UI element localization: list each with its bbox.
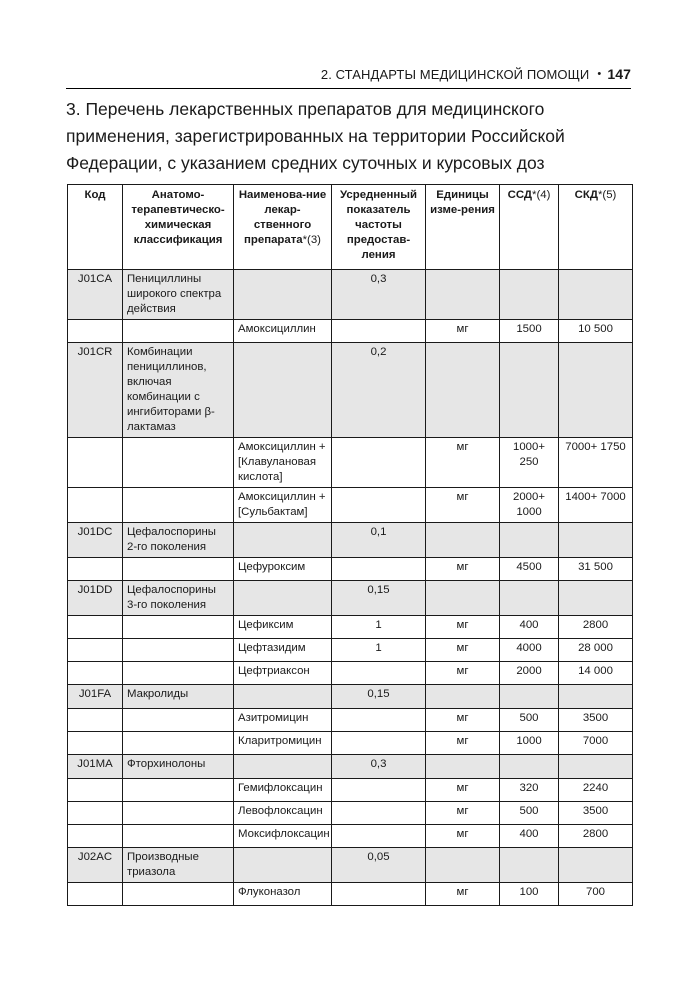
cell-skd: [559, 523, 633, 558]
cell-skd: [559, 270, 633, 320]
table-group-row: [68, 343, 633, 438]
table-row: [68, 883, 633, 906]
cell-ssd: 4000: [500, 639, 559, 662]
cell-frequency: [332, 320, 426, 343]
cell-frequency: [332, 825, 426, 848]
cell-ssd: 1000: [500, 732, 559, 755]
col-header-frequency: Усредненный показатель частоты предостав-ления: [332, 185, 426, 270]
cell-atc: Производные триазола: [123, 848, 234, 883]
bullet-separator: •: [597, 68, 602, 80]
col-header-ssd: ССД*(4): [500, 185, 559, 270]
cell-frequency: 0,15: [332, 581, 426, 616]
cell-code: [68, 662, 123, 685]
table-group-row: [68, 685, 633, 709]
cell-atc: [123, 320, 234, 343]
cell-unit: мг: [426, 883, 500, 906]
cell-frequency: [332, 732, 426, 755]
table-row: [68, 616, 633, 639]
cell-unit: [426, 343, 500, 438]
cell-skd: [559, 755, 633, 779]
table-row: [68, 662, 633, 685]
cell-ssd: 2000: [500, 662, 559, 685]
section-heading: 3. Перечень лекарственных препаратов для медицинского применения, зарегистрированных на территории Российской Федерации, с указанием средних суточных и курсовых доз: [66, 99, 565, 173]
cell-unit: мг: [426, 662, 500, 685]
cell-skd: [559, 685, 633, 709]
cell-frequency: [332, 779, 426, 802]
cell-atc: Цефалоспорины 2-го поколения: [123, 523, 234, 558]
table-row: [68, 320, 633, 343]
cell-frequency: [332, 802, 426, 825]
cell-code: [68, 639, 123, 662]
cell-ssd: [500, 270, 559, 320]
table-group-row: [68, 581, 633, 616]
cell-skd: 2240: [559, 779, 633, 802]
footnote-ref-5: *(5): [597, 189, 617, 201]
cell-drug-name: [234, 755, 332, 779]
cell-skd: [559, 848, 633, 883]
cell-unit: мг: [426, 616, 500, 639]
cell-ssd: 500: [500, 709, 559, 732]
cell-drug-name: Флуконазол: [234, 883, 332, 906]
cell-skd: 7000+ 1750: [559, 438, 633, 488]
cell-drug-name: [234, 343, 332, 438]
table-row: [68, 438, 633, 488]
cell-code: [68, 779, 123, 802]
cell-frequency: 0,15: [332, 685, 426, 709]
cell-skd: 14 000: [559, 662, 633, 685]
col-header-skd: СКД*(5): [559, 185, 633, 270]
footnote-ref-4: *(4): [532, 189, 551, 201]
cell-skd: [559, 581, 633, 616]
cell-drug-name: Цефтазидим: [234, 639, 332, 662]
cell-atc: [123, 558, 234, 581]
col-header-atc: Анатомо-терапевтическо-химическая классификация: [123, 185, 234, 270]
cell-unit: [426, 523, 500, 558]
cell-atc: [123, 883, 234, 906]
cell-code: [68, 709, 123, 732]
cell-code: J01MA: [68, 755, 123, 779]
cell-atc: [123, 732, 234, 755]
cell-frequency: [332, 662, 426, 685]
cell-frequency: [332, 883, 426, 906]
cell-ssd: [500, 581, 559, 616]
cell-unit: мг: [426, 709, 500, 732]
table-row: [68, 488, 633, 523]
cell-skd: 1400+ 7000: [559, 488, 633, 523]
cell-drug-name: Амоксициллин: [234, 320, 332, 343]
cell-drug-name: Левофлоксацин: [234, 802, 332, 825]
cell-code: [68, 616, 123, 639]
cell-frequency: [332, 558, 426, 581]
table-row: [68, 825, 633, 848]
cell-unit: [426, 581, 500, 616]
table-group-row: [68, 523, 633, 558]
cell-code: [68, 438, 123, 488]
cell-code: J02AC: [68, 848, 123, 883]
cell-ssd: [500, 848, 559, 883]
cell-skd: [559, 343, 633, 438]
cell-atc: Пенициллины широкого спектра действия: [123, 270, 234, 320]
cell-code: [68, 320, 123, 343]
cell-drug-name: [234, 270, 332, 320]
cell-drug-name: [234, 685, 332, 709]
cell-unit: [426, 755, 500, 779]
cell-atc: [123, 639, 234, 662]
cell-ssd: 4500: [500, 558, 559, 581]
cell-drug-name: Цефиксим: [234, 616, 332, 639]
cell-drug-name: [234, 848, 332, 883]
cell-atc: [123, 438, 234, 488]
cell-ssd: [500, 343, 559, 438]
table-header-row: [68, 185, 633, 270]
cell-code: J01DC: [68, 523, 123, 558]
cell-skd: 2800: [559, 616, 633, 639]
cell-atc: Цефалоспорины 3-го поколения: [123, 581, 234, 616]
cell-skd: 3500: [559, 709, 633, 732]
cell-unit: мг: [426, 732, 500, 755]
cell-frequency: [332, 709, 426, 732]
cell-atc: [123, 709, 234, 732]
table-row: [68, 639, 633, 662]
cell-code: [68, 488, 123, 523]
cell-drug-name: Цефуроксим: [234, 558, 332, 581]
header-rule: [66, 88, 631, 89]
cell-unit: [426, 270, 500, 320]
cell-unit: мг: [426, 639, 500, 662]
cell-frequency: 1: [332, 639, 426, 662]
cell-code: J01CA: [68, 270, 123, 320]
cell-frequency: [332, 488, 426, 523]
table-row: [68, 558, 633, 581]
cell-code: [68, 825, 123, 848]
cell-atc: [123, 662, 234, 685]
cell-unit: мг: [426, 825, 500, 848]
drug-table-body: [68, 270, 633, 906]
cell-frequency: 1: [332, 616, 426, 639]
cell-ssd: 1000+ 250: [500, 438, 559, 488]
cell-ssd: 320: [500, 779, 559, 802]
cell-atc: [123, 616, 234, 639]
cell-code: [68, 558, 123, 581]
footnote-ref-3: *(3): [302, 234, 321, 246]
table-group-row: [68, 755, 633, 779]
cell-drug-name: Амоксициллин + [Сульбактам]: [234, 488, 332, 523]
cell-drug-name: Моксифлоксацин: [234, 825, 332, 848]
cell-ssd: 1500: [500, 320, 559, 343]
cell-unit: [426, 848, 500, 883]
cell-frequency: [332, 438, 426, 488]
cell-skd: 3500: [559, 802, 633, 825]
cell-ssd: [500, 685, 559, 709]
cell-ssd: 500: [500, 802, 559, 825]
cell-unit: [426, 685, 500, 709]
cell-unit: мг: [426, 488, 500, 523]
cell-code: [68, 732, 123, 755]
cell-ssd: 2000+ 1000: [500, 488, 559, 523]
cell-drug-name: [234, 523, 332, 558]
cell-unit: мг: [426, 438, 500, 488]
cell-skd: 700: [559, 883, 633, 906]
table-row: [68, 732, 633, 755]
cell-atc: Макролиды: [123, 685, 234, 709]
table-row: [68, 709, 633, 732]
col-header-unit: Единицы изме-рения: [426, 185, 500, 270]
cell-atc: [123, 802, 234, 825]
cell-frequency: 0,3: [332, 755, 426, 779]
cell-drug-name: Гемифлоксацин: [234, 779, 332, 802]
cell-unit: мг: [426, 320, 500, 343]
cell-atc: Фторхинолоны: [123, 755, 234, 779]
table-row: [68, 779, 633, 802]
cell-unit: мг: [426, 802, 500, 825]
cell-ssd: [500, 523, 559, 558]
cell-atc: Комбинации пенициллинов, включая комбинации с ингибиторами β-лактамаз: [123, 343, 234, 438]
col-header-name: Наименова-ние лекар-ственного препарата*(3): [234, 185, 332, 270]
cell-code: [68, 802, 123, 825]
drug-table: [67, 184, 633, 906]
cell-unit: мг: [426, 558, 500, 581]
cell-skd: 7000: [559, 732, 633, 755]
cell-drug-name: [234, 581, 332, 616]
col-header-code: Код: [68, 185, 123, 270]
cell-frequency: 0,1: [332, 523, 426, 558]
table-group-row: [68, 848, 633, 883]
cell-drug-name: Азитромицин: [234, 709, 332, 732]
cell-ssd: 400: [500, 616, 559, 639]
cell-skd: 10 500: [559, 320, 633, 343]
table-group-row: [68, 270, 633, 320]
cell-ssd: [500, 755, 559, 779]
cell-ssd: 400: [500, 825, 559, 848]
cell-skd: 28 000: [559, 639, 633, 662]
running-head: [66, 64, 631, 84]
running-head-section: 2. СТАНДАРТЫ МЕДИЦИНСКОЙ ПОМОЩИ: [320, 66, 590, 82]
cell-frequency: 0,05: [332, 848, 426, 883]
cell-code: [68, 883, 123, 906]
table-row: [68, 802, 633, 825]
cell-code: J01CR: [68, 343, 123, 438]
cell-frequency: 0,3: [332, 270, 426, 320]
cell-ssd: 100: [500, 883, 559, 906]
cell-drug-name: Цефтриаксон: [234, 662, 332, 685]
page-number: 147: [607, 66, 631, 82]
cell-skd: 2800: [559, 825, 633, 848]
cell-code: J01DD: [68, 581, 123, 616]
cell-drug-name: Кларитромицин: [234, 732, 332, 755]
cell-code: J01FA: [68, 685, 123, 709]
cell-drug-name: Амоксициллин + [Клавулановая кислота]: [234, 438, 332, 488]
cell-skd: 31 500: [559, 558, 633, 581]
cell-atc: [123, 779, 234, 802]
cell-frequency: 0,2: [332, 343, 426, 438]
cell-atc: [123, 825, 234, 848]
cell-unit: мг: [426, 779, 500, 802]
cell-atc: [123, 488, 234, 523]
